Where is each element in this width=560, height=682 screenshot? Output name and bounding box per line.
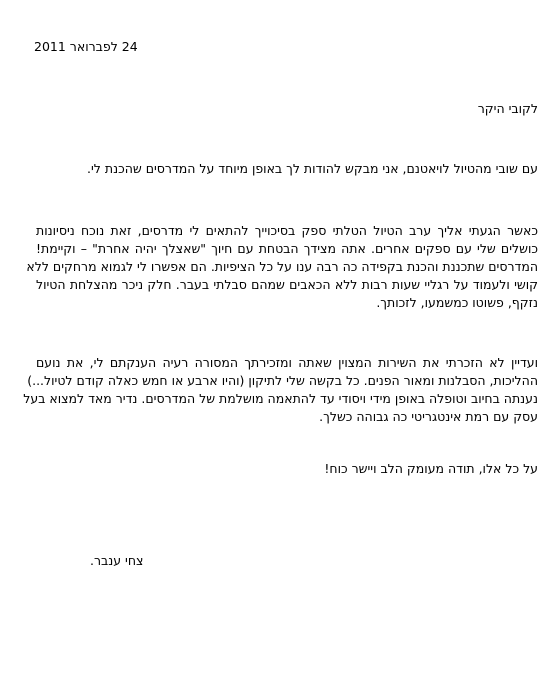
letter-date: 24 לפברואר 2011 [34, 39, 138, 54]
paragraph-line: נזקף, פשוטו כמשמעו, לזכותך. [376, 295, 538, 310]
paragraph-line: ועדיין לא הזכרתי את השירות המצוין שאתה ומזכירתך המסורה רעיה הענקתם לי, את נועם [36, 355, 538, 370]
paragraph-line: עסק עם רמת אינטגריטי כה גבוהה כשלך. [319, 409, 538, 424]
paragraph-line: המדרסים שתכננת והכנת בקפידה כה רבה ענו על כל הציפיות. הם אפשרו לי לגמוא מרחקים ללא [26, 259, 538, 274]
paragraph-line: כושלים שלי עם ספקים אחרים. אתה מצידך הבטחת עם חיוך "שאצלך יהיה אחרת" – וקיימת! [36, 241, 538, 256]
paragraph-line: קושי ולעמוד על רגליי שעות רבות ללא הכאבים שמהם סבלתי בעבר. חלק ניכר מהצלחת הטיול [36, 277, 538, 292]
letter-greeting: לקובי היקר [477, 101, 538, 116]
letter-closing: על כל אלו, תודה מעומק הלב ויישר כוח! [324, 461, 538, 476]
paragraph-line: כאשר הגעתי אליך ערב הטיול הטלתי ספק בסיכוייך להתאים לי מדרסים, זאת נוכח ניסיונות [36, 223, 538, 238]
paragraph-thanks: עם שובי מהטיול לויאטנם, אני מבקש להודות לך באופן מיוחד על המדרסים שהכנת לי. [87, 161, 538, 176]
paragraph-line: ההליכות, הסבלנות ומאור הפנים. כל בקשה שלי לתיקון (והיו ארבע או חמש כאלה קודם לטיול...) [27, 373, 538, 388]
letter-signature: צחי ענבר. [90, 553, 144, 568]
paragraph-line: נענתה בחיוב וטופלה באופן מידי ויסודי עד להתאמה מושלמת של המדרסים. נדיר מאד למצוא בעל [23, 391, 538, 406]
